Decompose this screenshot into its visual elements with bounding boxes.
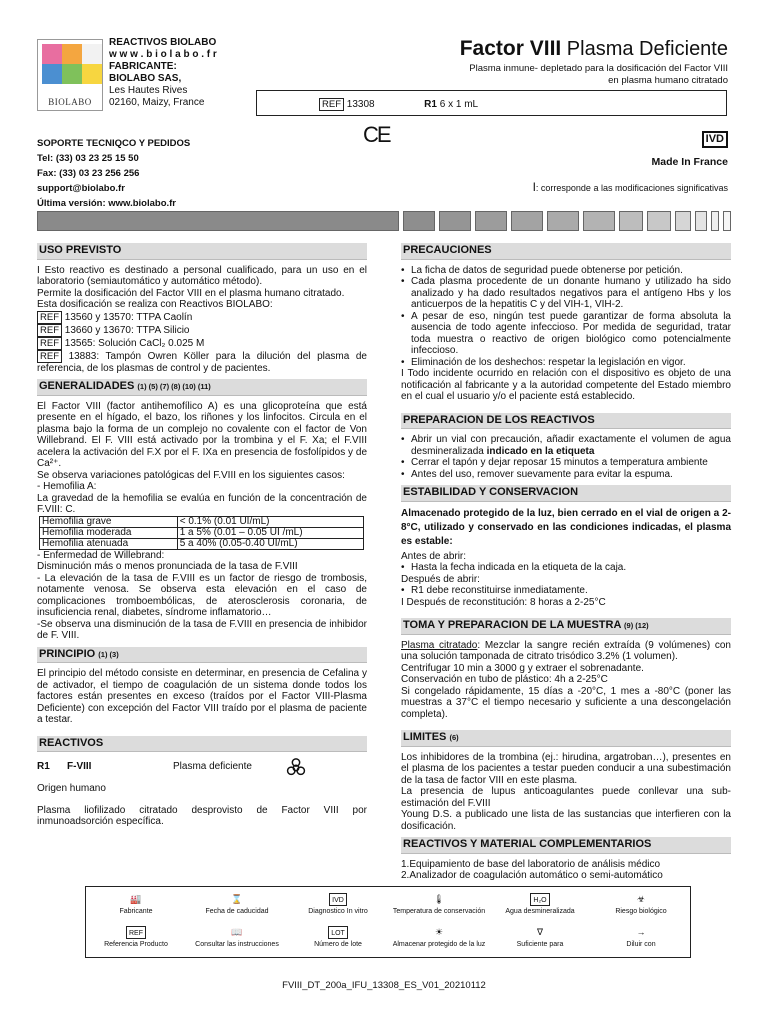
modification-note [533, 180, 728, 194]
gradient-bars [37, 211, 731, 231]
legend-label: Fabricante [119, 908, 153, 915]
list-item-text: Abrir un vial con precaución, añadir exactamente el volumen de agua desmineralizada [411, 434, 731, 457]
gen-p8: -Se observa una disminución de la tasa de F.VIII en presencia de inhibidor de F. VIII. [37, 618, 367, 641]
reagent-origin: Origen humano [37, 783, 106, 794]
legend-label: Diluir con [626, 941, 656, 948]
manufacturer-name: BIOLABO SAS, [109, 73, 182, 84]
bar [439, 211, 471, 231]
bar [511, 211, 543, 231]
legend-item [389, 926, 489, 949]
section-title: TOMA Y PREPARACION DE LA MUESTRA [403, 619, 621, 631]
support-block [37, 136, 190, 211]
list-item: • Antes del uso, remover suevamente para evitar la espuma. [401, 469, 731, 481]
list-item: • Eliminación de los deshechos: respetar la legislación en vigor. [401, 357, 731, 369]
table-cell: Hemofilia grave [40, 516, 178, 527]
section-refs: (1) (5) (7) (8) (10) (11) [137, 382, 211, 391]
ref-item [37, 350, 367, 375]
legend-item [389, 893, 489, 916]
water-icon: H₂O [530, 893, 549, 906]
bar [475, 211, 507, 231]
biohazard-icon [285, 757, 307, 779]
legend-label: Fecha de caducidad [205, 908, 269, 915]
ref-icon: REF [37, 324, 62, 337]
ref-icon: REF [37, 350, 62, 363]
toma-p2: Centrifugar 10 min a 3000 g y extraer el sobrenadante. [401, 662, 644, 674]
subtitle-line-1: Plasma inmune- depletado para la dosificación del Factor VIII [469, 63, 728, 74]
ref-item [37, 311, 367, 324]
table-cell: < 0.1% (0.01 UI/mL) [177, 516, 363, 527]
legend-label: Riesgo biológico [615, 908, 667, 915]
bar [547, 211, 579, 231]
list-item: • Hasta la fecha indicada en la etiqueta de la caja. [401, 562, 731, 574]
subtitle-line-2: en plasma humano citratado [608, 75, 728, 86]
legend-label: Consultar las instrucciones [195, 941, 279, 948]
toma-p3: Conservación en tubo de plástico: 4h a 2-25°C [401, 674, 608, 685]
gen-p6: Disminución más o menos pronunciada de la tasa de F.VIII [37, 561, 298, 572]
support-tel: Tel: (33) 03 23 25 15 50 [37, 153, 139, 164]
reagent-r1: R1 [37, 761, 50, 772]
reagent-name: F-VIII [67, 761, 92, 772]
uso-p1: I Esto reactivo es destinado a personal cualificado, para un uso en el laboratorio (semiautomático y automático método). [37, 264, 367, 287]
company-name: REACTIVOS BIOLABO [109, 37, 217, 48]
manufacturer-label: FABRICANTE: [109, 61, 177, 72]
precautions-list [401, 265, 731, 369]
hemophilia-table [39, 516, 364, 550]
bar [711, 211, 719, 231]
title-rest: Plasma Deficiente [561, 38, 728, 60]
ref-icon: REF [126, 926, 146, 939]
ce-mark: CE [363, 122, 390, 147]
stability-list-1 [401, 562, 731, 574]
ref-item-text: 13660 y 13670: TTPA Silicio [64, 324, 190, 336]
principio-text: El principio del método consiste en determinar, en presencia de Cefalina y de activador, el tiempo de coagulación de un sistema donde todos los factores están presentes en exceso (traídos por el Factor VIII-Plasma Deficiente) con excepción del Factor VIII traído por el plasma de paciente a testar. [37, 668, 367, 725]
toma-p1 [401, 640, 731, 663]
ref-item [37, 337, 367, 350]
website: w w w . b i o l a b o . f r [109, 49, 217, 60]
arrow-icon: → [636, 927, 646, 937]
logo-tile [82, 44, 102, 64]
limits-p3: Young D.S. a publicado une lista de las sustancias que interfieren con la dosificación. [401, 809, 731, 832]
ref-line [319, 98, 478, 111]
section-reactivos: REACTIVOS [37, 736, 367, 753]
legend-item [591, 893, 691, 916]
support-fax: Fax: (33) 03 23 256 256 [37, 168, 140, 179]
ref-item-text: 13560 y 13570: TTPA Caolín [64, 311, 193, 323]
preparation-list [401, 434, 731, 480]
gen-p5: - Enfermedad de Willebrand: [37, 549, 165, 561]
sufficient-icon: ∇ [536, 927, 544, 937]
address-line-2: 02160, Maizy, France [109, 97, 205, 108]
right-column [401, 243, 731, 882]
factory-icon: 🏭 [130, 894, 142, 904]
legend-item [86, 893, 186, 916]
legend-item [187, 926, 287, 949]
section-title: LIMITES [403, 731, 447, 743]
legend-item [288, 926, 388, 949]
limits-p1: Los inhibidores de la trombina (ej.: hirudina, argatroban…), presentes en el plasma de los pacientes a testar pueden conducir a una subestimación de la tasa de factor VIII en este plasma. [401, 751, 731, 786]
section-refs: (9) (12) [624, 621, 649, 630]
list-item: • A pesar de eso, ningún test puede garantizar de forma absoluta la ausencia de todo agente infeccioso. Por medida de seguridad, tratar toda muestra o reactivo de origen biológico como potencialmente infeccioso. [401, 311, 731, 357]
left-column [37, 243, 367, 828]
ref-icon: REF [37, 311, 62, 324]
stability-recon: I Después de reconstitución: 8 horas a 2-25°C [401, 596, 606, 608]
thermometer-icon: 🌡 [433, 894, 445, 904]
hourglass-icon: ⌛ [231, 894, 243, 904]
bar [723, 211, 731, 231]
section-limites [401, 730, 731, 747]
ref-icon: REF [319, 98, 344, 111]
ref-box [256, 90, 727, 116]
comp-2: 2.Analizador de coagulación automático o semi-automático [401, 870, 663, 881]
bar [37, 211, 399, 231]
table-cell: Hemofilia atenuada [40, 538, 178, 549]
modification-symbol: I [532, 180, 536, 194]
table-row [40, 527, 364, 538]
gen-p1: El Factor VIII (factor antihemofílico A) es una glicoproteína que está presente en el hígado, el bazo, los riñones y los linfocitos. Circula en el plasma bajo la forma de un complejo no covalente con el factor de Von Willebrand. El F. VIII está activado por la trombina y el F. Xa; el F.VIII acelera la activación del F.X por el F. IXa en presencia de fosfolípidos y de Ca²⁺. [37, 400, 367, 469]
list-item: • La ficha de datos de seguridad puede obtenerse por petición. [401, 265, 731, 277]
section-complementarios: REACTIVOS Y MATERIAL COMPLEMENTARIOS [401, 837, 731, 854]
table-cell: 1 a 5% (0.01 – 0.05 UI /mL) [177, 527, 363, 538]
toma-p4: Si congelado rápidamente, 15 días a -20°C, 1 mes a -80°C (poner las muestras a 37°C el tiempo necesario y suficiente a una descongelación completa). [401, 685, 731, 720]
legend-label: Diagnostico In vitro [308, 908, 368, 915]
stability-list-2 [401, 585, 731, 597]
stability-bold: Almacenado protegido de la luz, bien cerrado en el vial de origen a 2-8°C, utilizado y conservado en las condiciones indicadas, el plasma es estable: [401, 507, 731, 547]
legend-item [591, 926, 691, 949]
uso-p3: Esta dosificación se realiza con Reactivos BIOLABO: [37, 299, 273, 310]
support-version: Última versión: www.biolabo.fr [37, 198, 176, 209]
legend-label: Almacenar protegido de la luz [392, 941, 486, 948]
bar [695, 211, 707, 231]
section-toma [401, 618, 731, 635]
ref-item-text: 13883: Tampón Owren Köller para la dilución del plasma de referencia, de los plasmas de control y de pacientes. [37, 350, 367, 374]
logo-tile [62, 64, 82, 84]
ivd-icon: IVD [329, 893, 347, 906]
r1-label: R1 [424, 99, 437, 110]
stability-before: Antes de abrir: [401, 550, 467, 562]
address-line-1: Les Hautes Rives [109, 85, 188, 96]
gen-p7: - La elevación de la tasa de F.VIII es un factor de riesgo de trombosis, notamente venosa. Se observa esta elevación en el caso de complicaciones tromboembólicas, de aterosclerosis coronaria, de insuficiencia renal, diabetes, síndrome inflamatorio… [37, 572, 367, 618]
biolabo-logo [37, 39, 103, 111]
list-item: • Cerrar el tapón y dejar reposar 15 minutos a temperatura ambiente [401, 457, 731, 469]
title-bold: Factor VIII [459, 37, 562, 60]
made-in-france: Made In France [651, 156, 728, 168]
legend-label: Número de lote [314, 941, 362, 948]
list-item: • Cada plasma procedente de un donante humano y utilizado ha sido analizado y ha dado resultados negativos para el antígeno Hbs y los anticuerpos de la hepatitis C y del VIH-1, VIH-2. [401, 276, 731, 311]
section-preparacion: PREPARACION DE LOS REACTIVOS [401, 413, 731, 430]
reagent-desc: Plasma deficiente [173, 761, 252, 772]
ref-icon: REF [37, 337, 62, 350]
bar [403, 211, 435, 231]
logo-tile [42, 44, 62, 64]
logo-tile [82, 64, 102, 84]
comp-1: 1.Equipamiento de base del laboratorio de análisis médico [401, 858, 661, 870]
ref-item-text: 13565: Solución CaCl₂ 0.025 M [64, 337, 205, 349]
legend-item [490, 893, 590, 916]
section-uso-previsto: USO PREVISTO [37, 243, 367, 260]
stability-after: Después de abrir: [401, 573, 480, 585]
legend-label: Temperatura de conservación [392, 908, 486, 915]
symbol-legend [85, 886, 691, 958]
logo-tile [42, 64, 62, 84]
legend-label: Referencia Producto [104, 941, 168, 948]
section-principio [37, 647, 367, 664]
section-precauciones: PRECAUCIONES [401, 243, 731, 260]
legend-label: Suficiente para [516, 941, 564, 948]
bar [619, 211, 643, 231]
list-item: • R1 debe reconstituirse inmediatamente. [401, 585, 731, 597]
ivd-mark: IVD [702, 131, 728, 148]
reagent-desc-text: Plasma liofilizado citratado desprovisto de Factor VIII por inmunoadsorción específica. [37, 804, 367, 827]
section-refs: (6) [449, 733, 459, 742]
modification-text: : corresponde a las modificaciones significativas [535, 183, 728, 193]
uso-p2: Permite la dosificación del Factor VIII en el plasma humano citratado. [37, 287, 345, 299]
footer-doc-code: FVIII_DT_200a_IFU_13308_ES_V01_20210112 [282, 980, 486, 991]
manufacturer-block [109, 37, 217, 109]
table-cell: 5 a 40% (0.05-0.40 UI/mL) [177, 538, 363, 549]
toma-text: : Mezclar la sangre recién extraída (9 volúmenes) con una solución tamponada de citrato trisódico 3.2% (1 volumen). [401, 639, 731, 662]
gen-p4: La gravedad de la hemofilia se evalúa en función de la concentración de F.VIII: C. [37, 492, 367, 515]
support-email: support@biolabo.fr [37, 183, 125, 194]
list-item [401, 434, 731, 457]
section-generalidades [37, 379, 367, 396]
legend-label: Agua desmineralizada [505, 908, 575, 915]
support-title: SOPORTE TECNIQCO Y PEDIDOS [37, 138, 191, 149]
gen-p3: - Hemofilia A: [37, 481, 97, 492]
limits-p2: La presencia de lupus anticoagulantes puede conllevar una sub-estimación del F.VIII [401, 786, 731, 809]
section-estabilidad: ESTABILIDAD Y CONSERVACION [401, 485, 731, 502]
bar [647, 211, 671, 231]
table-row [40, 516, 364, 527]
document-title [460, 36, 728, 61]
reagent-row [37, 757, 367, 779]
r1-value: 6 x 1 mL [439, 99, 479, 110]
section-title: PRINCIPIO [39, 647, 96, 660]
section-title: GENERALIDADES [39, 380, 135, 392]
toma-underline: Plasma citratado [401, 639, 478, 651]
legend-item [288, 893, 388, 916]
sun-icon: ☀ [434, 927, 444, 937]
book-icon: 📖 [231, 927, 243, 937]
table-row [40, 538, 364, 549]
table-cell: Hemofilia moderada [40, 527, 178, 538]
list-item-bold: indicado en la etiqueta [486, 445, 595, 457]
document-subtitle [408, 63, 728, 87]
logo-word: BIOLABO [48, 97, 92, 108]
precautions-note: I Todo incidente ocurrido en relación con el dispositivo es objeto de una notificación al fabricante y a la autoridad competente del Estado miembro en el cual el usuario y/o el paciente está establecido. [401, 368, 731, 402]
section-refs: (1) (3) [98, 649, 119, 659]
legend-item [490, 926, 590, 949]
ref-item [37, 324, 367, 337]
lot-icon: LOT [328, 926, 348, 939]
bar [583, 211, 615, 231]
bar [675, 211, 691, 231]
gen-p2: Se observa variaciones patológicas del F.VIII en los siguientes casos: [37, 469, 345, 481]
ref-code: 13308 [346, 99, 375, 110]
legend-item [187, 893, 287, 916]
logo-tile [62, 44, 82, 64]
biohazard-icon: ☣ [636, 894, 646, 904]
legend-item [86, 926, 186, 949]
